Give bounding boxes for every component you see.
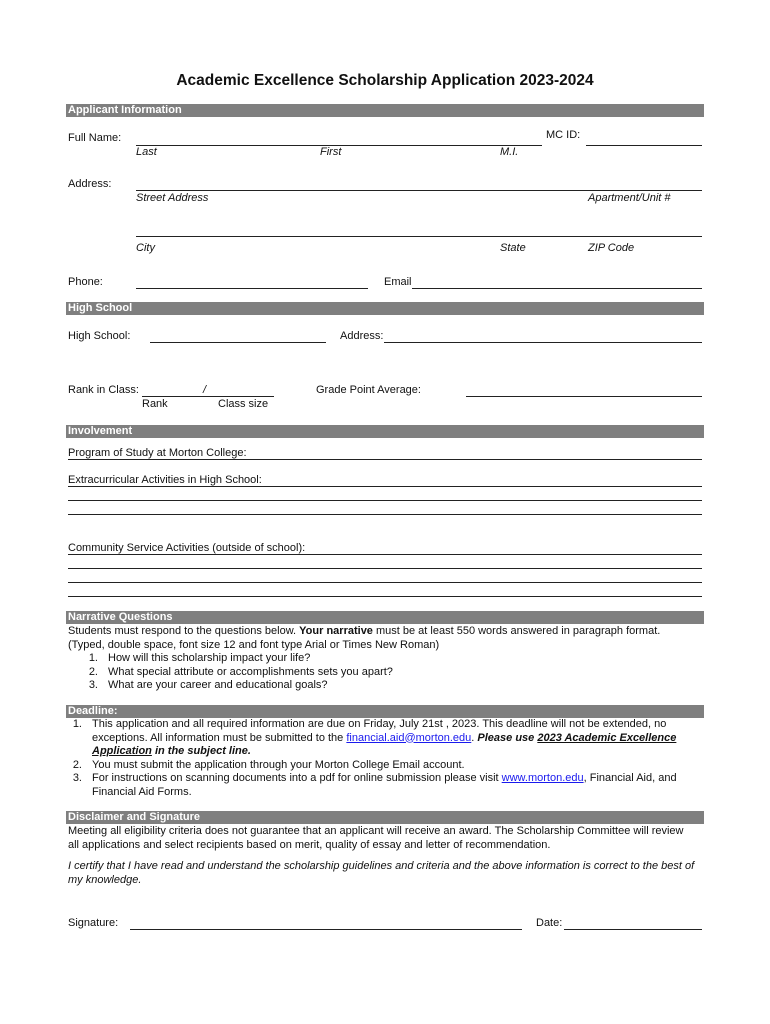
extracurricular-field-line-3[interactable] [68, 514, 702, 515]
high-school-address-field[interactable] [384, 342, 702, 343]
narrative-questions-list [68, 652, 708, 693]
question-number: 2. [88, 665, 98, 678]
question-number: 1. [88, 652, 98, 664]
community-service-label: Community Service Activities (outside of school): [68, 542, 306, 554]
narrative-intro-line [68, 625, 708, 639]
deadline-emphasis-2: in the subject line. [154, 745, 251, 757]
deadline-item-text [92, 772, 696, 799]
signature-field[interactable] [130, 929, 522, 930]
question-text: What special attribute or accomplishments sets you apart? [108, 665, 393, 678]
section-header-high-school: High School [66, 302, 704, 315]
narrative-intro-bold: Your narrative [299, 625, 373, 637]
first-name-caption: First [320, 146, 342, 158]
high-school-label: High School: [68, 330, 131, 342]
middle-initial-caption: M.I. [500, 146, 519, 158]
deadline-text: This application and all required information are due on Friday, July 21st , 2023. This deadline will not be extended, no exceptions. All information must be submitted to the [92, 718, 667, 744]
deadline-item-text [92, 718, 696, 759]
narrative-intro-text-2: must be at least 550 words answered in paragraph format. [376, 625, 661, 637]
question-text: What are your career and educational goals? [108, 679, 328, 691]
gpa-label: Grade Point Average: [316, 384, 421, 396]
deadline-item-3 [68, 772, 696, 799]
program-of-study-field[interactable] [68, 459, 702, 460]
extracurricular-field-line-2[interactable] [68, 500, 702, 501]
date-label: Date: [536, 917, 563, 929]
deadline-item-text: You must submit the application through your Morton College Email account. [92, 758, 465, 771]
narrative-instructions [68, 625, 708, 693]
deadline-item-2 [68, 759, 696, 773]
section-header-deadline: Deadline: [66, 705, 704, 718]
deadline-text: For instructions on scanning documents into a pdf for online submission please visit [92, 772, 499, 784]
street-address-caption: Street Address [136, 192, 209, 204]
email-label: Email [384, 276, 412, 288]
address-label: Address: [68, 178, 112, 190]
deadline-text-2: , Financial Aid, and Financial Aid Forms. [92, 772, 677, 798]
high-school-field[interactable] [150, 342, 326, 343]
narrative-format-note: (Typed, double space, font size 12 and font type Arial or Times New Roman) [68, 638, 440, 651]
section-header-narrative: Narrative Questions [66, 611, 704, 624]
deadline-number: 2. [72, 758, 82, 771]
mc-id-field[interactable] [586, 145, 702, 146]
disclaimer-text: Meeting all eligibility criteria does not guarantee that an applicant will receive an award. The Scholarship Committee will review all applications and select recipients based on merit, quality of essay and letter of recommendation. [68, 825, 684, 851]
deadline-emphasis: Please use [477, 731, 535, 744]
deadline-item-1 [68, 718, 696, 759]
program-of-study-label: Program of Study at Morton College: [68, 447, 247, 459]
community-service-field-line-4[interactable] [68, 596, 702, 597]
narrative-intro-text: Students must respond to the questions below. [68, 625, 297, 637]
rank-slash: / [203, 384, 207, 396]
section-header-involvement: Involvement [66, 425, 704, 438]
community-service-field-line-1[interactable] [68, 554, 702, 555]
high-school-address-label: Address: [340, 330, 384, 342]
class-size-caption: Class size [218, 398, 269, 410]
question-text: How will this scholarship impact your life? [108, 652, 311, 664]
mc-id-label: MC ID: [546, 129, 581, 141]
deadline-number: 3. [72, 772, 82, 784]
narrative-question [68, 666, 708, 680]
signature-label: Signature: [68, 917, 119, 929]
morton-website-link[interactable]: www.morton.edu [501, 772, 584, 784]
extracurricular-label: Extracurricular Activities in High School: [68, 474, 262, 486]
deadline-list [68, 718, 696, 799]
city-state-zip-field[interactable] [136, 236, 702, 237]
subject-line-text: 2023 Academic Excellence Application [92, 731, 677, 757]
email-field[interactable] [412, 288, 702, 289]
financial-aid-email-link[interactable]: financial.aid@morton.edu [346, 731, 472, 744]
community-service-field-line-2[interactable] [68, 568, 702, 569]
narrative-question [68, 652, 708, 666]
rank-in-class-label: Rank in Class: [68, 384, 139, 396]
zip-caption: ZIP Code [588, 242, 635, 254]
certification-text: I certify that I have read and understand the scholarship guidelines and criteria and the above information is correct to the best of my knowledge. [68, 860, 695, 886]
last-name-caption: Last [136, 146, 157, 158]
extracurricular-field-line-1[interactable] [68, 486, 702, 487]
section-header-applicant: Applicant Information [66, 104, 704, 117]
city-caption: City [136, 242, 155, 254]
section-header-disclaimer: Disclaimer and Signature [66, 811, 704, 824]
state-caption: State [500, 242, 526, 254]
deadline-number: 1. [72, 718, 82, 730]
full-name-label: Full Name: [68, 132, 122, 144]
street-address-field[interactable] [136, 190, 702, 191]
rank-caption: Rank [142, 398, 168, 410]
question-number: 3. [88, 679, 98, 691]
phone-label: Phone: [68, 276, 103, 288]
date-field[interactable] [564, 929, 702, 930]
narrative-question [68, 679, 708, 693]
gpa-field[interactable] [466, 396, 702, 397]
deadline-period: . [471, 731, 475, 744]
community-service-field-line-3[interactable] [68, 582, 702, 583]
phone-field[interactable] [136, 288, 368, 289]
rank-in-class-field[interactable] [142, 396, 274, 397]
apartment-caption: Apartment/Unit # [588, 192, 671, 204]
page-title: Academic Excellence Scholarship Application 2023-2024 [176, 72, 594, 89]
